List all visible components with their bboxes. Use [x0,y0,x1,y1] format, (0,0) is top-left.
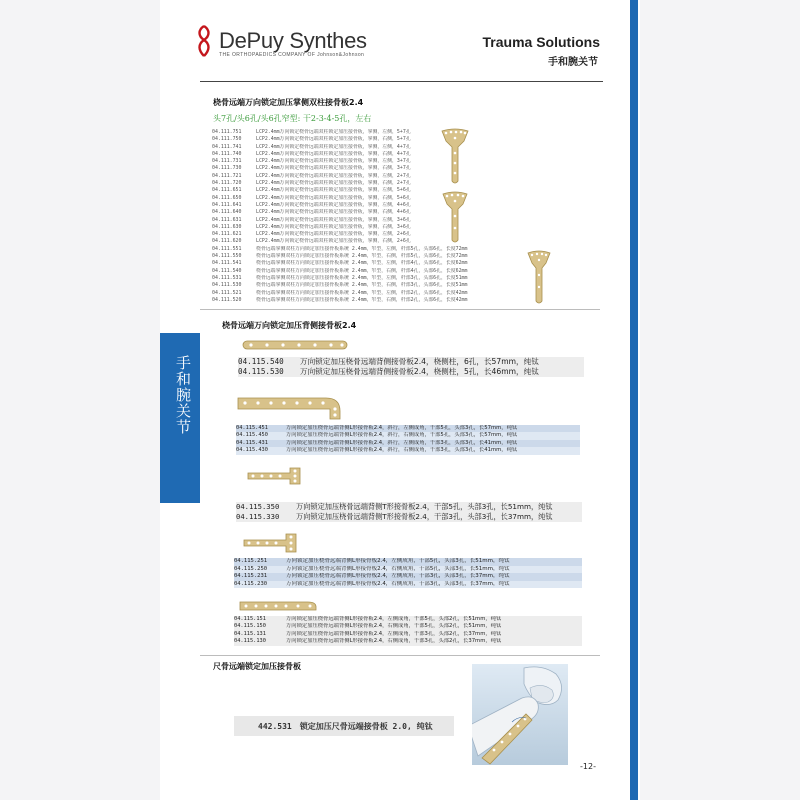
item-code: 04.115.530 [238,367,284,376]
item-code: 04.111.740 [212,150,242,157]
item-code: 04.111.651 [212,187,242,194]
section3-code: 442.531 [258,721,292,731]
item-code: 04.115.450 [236,432,268,439]
table-row [212,253,532,260]
section1-title: 桡骨远端万向锁定加压掌侧双柱接骨板2.4 [213,98,364,107]
item-code: 04.111.621 [212,231,242,238]
table-row [234,638,582,645]
plate-image-4 [242,338,348,352]
table-row [236,447,580,454]
item-description: 万向锁定加压桡骨远端背侧L形接骨板2.4，右侧成角，干部3孔，头部3孔，长37mm，纯钛 [286,580,510,587]
table-row [212,158,532,165]
item-code: 04.115.231 [234,573,268,580]
item-description: 桡骨远端掌侧双柱万向锁定加压接骨板系统 2.4mm，窄型，左侧，杆部2孔，头部6孔，长度42mm [256,289,468,296]
item-description: 万向锁定加压桡骨远端背侧L形接骨板2.4，左侧成角，干部5孔，头部2孔，长51mm，纯钛 [286,616,502,622]
section3-product-row [234,716,454,736]
item-code: 04.115.451 [236,425,268,431]
table-row [212,209,532,216]
logo-subline: THE ORTHOPAEDICS COMPANY OF Johnson&Johnson [219,52,365,58]
item-description: LCP2.4mm万向锁定桡骨远端双柱锁定加压接骨板，掌侧，左侧，5+6孔 [256,187,411,194]
plate-image-6 [246,466,302,486]
item-code: 04.115.431 [236,439,268,446]
item-code: 04.111.520 [212,296,242,303]
item-description: 万向锁定加压桡骨远端背侧L形接骨板2.4，斜行，右侧成角，干部5孔，头部3孔，长57mm，纯钛 [286,432,518,439]
item-description: 万向锁定加压桡骨远端背侧L形接骨板2.4，左侧成角，干部3孔，头部3孔，长37mm，纯钛 [286,573,510,580]
table-row [212,151,532,158]
table-row [212,129,532,136]
header-divider [200,81,603,82]
item-code: 04.111.541 [212,260,242,267]
item-code: 04.111.730 [212,165,242,172]
section-divider [200,655,600,656]
table-row [234,631,582,638]
item-code: 04.111.531 [212,274,242,281]
table-row [212,275,532,282]
table-row [236,440,580,447]
item-code: 04.111.521 [212,289,242,296]
item-code: 04.115.350 [236,502,280,511]
item-description: LCP2.4mm万向锁定桡骨远端双柱锁定加压接骨板，掌侧，左侧，5+7孔 [256,129,411,135]
table-row [212,136,532,143]
plate-image-1 [440,127,470,185]
item-code: 04.111.751 [212,129,242,135]
plate-image-8 [238,598,318,612]
table-row [234,616,582,623]
table-row [212,144,532,151]
logo-text: DePuy Synthes [219,28,367,53]
item-description: 万向锁定加压桡骨远端背侧L形接骨板2.4，左侧成角，干部5孔，头部3孔，长51mm，纯钛 [286,558,510,564]
item-description: LCP2.4mm万向锁定桡骨远端双柱锁定加压接骨板，掌侧，左侧，4+6孔 [256,201,411,208]
right-margin [640,0,800,800]
item-code: 04.111.530 [212,282,242,289]
item-code: 04.111.721 [212,172,242,179]
item-description: LCP2.4mm万向锁定桡骨远端双柱锁定加压接骨板，掌侧，右侧，2+6孔 [256,238,411,245]
item-description: LCP2.4mm万向锁定桡骨远端双柱锁定加压接骨板，掌侧，左侧，2+7孔 [256,172,411,179]
item-code: 04.111.720 [212,180,242,187]
table-row [212,217,532,224]
item-code: 04.115.151 [234,616,266,622]
section3-desc: 锁定加压尺骨远端接骨板 2.0, 纯钛 [299,721,433,731]
item-description: 万向锁定加压桡骨远端背侧接骨板2.4，桡侧柱，5孔，长46mm，纯钛 [300,367,539,376]
item-description: 万向锁定加压桡骨远端背侧L形接骨板2.4，斜行，右侧成角，干部3孔，头部3孔，长41mm，纯钛 [286,447,518,454]
item-description: 桡骨远端掌侧双柱万向锁定加压接骨板系统 2.4mm，窄型，右侧，杆部4孔，头部6孔，长度62mm [256,267,468,274]
item-code: 04.111.641 [212,201,242,208]
item-description: LCP2.4mm万向锁定桡骨远端双柱锁定加压接骨板，掌侧，左侧，3+7孔 [256,158,411,165]
item-description: 万向锁定加压桡骨远端背侧L形接骨板2.4，右侧成角，干部5孔，头部2孔，长51mm，纯钛 [286,623,502,630]
table-row [212,282,532,289]
item-description: 桡骨远端掌侧双柱万向锁定加压接骨板系统 2.4mm，窄型，左侧，杆部5孔，头部6孔，长度72mm [256,245,468,252]
table-row [238,357,584,367]
item-description: 万向锁定加压桡骨远端背侧T形接骨板2.4，干部5孔，头部3孔，长51mm，纯钛 [296,502,553,511]
item-description: 万向锁定加压桡骨远端背侧L形接骨板2.4，左侧成角，干部3孔，头部2孔，长37mm，纯钛 [286,630,502,637]
item-code: 04.115.330 [236,512,280,521]
section2-group-b-table [236,425,580,455]
item-description: 万向锁定加压桡骨远端背侧L形接骨板2.4，斜行，左侧成角，干部5孔，头部3孔，长57mm，纯钛 [286,425,518,431]
table-row [238,367,584,377]
table-row [212,224,532,231]
side-tab-label: 手和腕关节 [174,355,192,435]
item-description: 万向锁定加压桡骨远端背侧L形接骨板2.4，斜行，左侧成角，干部3孔，头部3孔，长41mm，纯钛 [286,439,518,446]
section-divider [200,309,600,310]
item-code: 04.111.731 [212,158,242,165]
item-code: 04.111.540 [212,267,242,274]
section2-group-a-table [238,357,584,377]
item-description: LCP2.4mm万向锁定桡骨远端双柱锁定加压接骨板，掌侧，右侧，2+7孔 [256,180,411,187]
table-row [212,180,532,187]
table-row [234,623,582,630]
table-row [236,432,580,439]
table-row [212,195,532,202]
item-description: LCP2.4mm万向锁定桡骨远端双柱锁定加压接骨板，掌侧，左侧，2+6孔 [256,231,411,238]
section1-table [212,129,532,304]
item-code: 04.111.630 [212,223,242,230]
plate-image-3 [526,249,552,305]
item-description: 万向锁定加压桡骨远端背侧L形接骨板2.4，右侧成角，干部5孔，头部3孔，长51mm，纯钛 [286,565,510,572]
item-code: 04.115.540 [238,357,284,366]
item-code: 04.115.251 [234,558,268,564]
item-description: 万向锁定加压桡骨远端背侧T形接骨板2.4，干部3孔，头部3孔，长37mm，纯钛 [296,512,553,521]
table-row [234,573,582,581]
item-code: 04.115.150 [234,623,266,630]
table-row [212,260,532,267]
page-subtitle: 手和腕关节 [548,57,598,68]
table-row [212,187,532,194]
table-row [212,297,532,304]
item-code: 04.115.230 [234,580,268,587]
table-row [212,246,532,253]
section2-group-d-table [234,558,582,588]
table-row [212,202,532,209]
plate-image-7 [242,532,298,554]
left-margin [0,0,160,800]
item-description: 万向锁定加压桡骨远端背侧L形接骨板2.4，右侧成角，干部3孔，头部2孔，长37mm，纯钛 [286,638,502,645]
section3-title: 尺骨远端锁定加压接骨板 [213,662,301,671]
item-description: 万向锁定加压桡骨远端背侧接骨板2.4，桡侧柱，6孔，长57mm，纯钛 [300,357,539,366]
item-description: 桡骨远端掌侧双柱万向锁定加压接骨板系统 2.4mm，窄型，右侧，杆部5孔，头部6孔，长度72mm [256,253,468,260]
item-code: 04.115.430 [236,447,268,454]
item-code: 04.111.640 [212,209,242,216]
table-row [236,425,580,432]
item-code: 04.111.750 [212,136,242,143]
item-description: LCP2.4mm万向锁定桡骨远端双柱锁定加压接骨板，掌侧，右侧，3+6孔 [256,223,411,230]
item-code: 04.111.631 [212,216,242,223]
item-code: 04.111.741 [212,143,242,150]
plate-image-5 [236,393,344,421]
item-description: LCP2.4mm万向锁定桡骨远端双柱锁定加压接骨板，掌侧，右侧，3+7孔 [256,165,411,172]
table-row [234,566,582,574]
item-description: LCP2.4mm万向锁定桡骨远端双柱锁定加压接骨板，掌侧，右侧，5+7孔 [256,136,411,143]
table-row [236,502,582,512]
item-code: 04.111.650 [212,194,242,201]
table-row [212,238,532,245]
wrist-bone-illustration [472,664,568,765]
item-code: 04.111.620 [212,238,242,245]
item-description: LCP2.4mm万向锁定桡骨远端双柱锁定加压接骨板，掌侧，右侧，4+7孔 [256,150,411,157]
item-code: 04.115.130 [234,638,266,645]
item-description: 桡骨远端掌侧双柱万向锁定加压接骨板系统 2.4mm，窄型，左侧，杆部3孔，头部6孔，长度51mm [256,274,468,281]
item-code: 04.115.250 [234,565,268,572]
right-blue-strip [630,0,638,800]
table-row [236,512,582,522]
section1-subtitle: 头7孔/头6孔/头6孔窄型: 干2-3-4-5孔，左右 [213,114,372,123]
logo-mark-icon [195,24,213,58]
section2-group-c-table [236,502,582,522]
table-row [212,231,532,238]
table-row [212,173,532,180]
table-row [212,290,532,297]
section2-title: 桡骨远端万向锁定加压背侧接骨板2.4 [222,321,357,330]
page-number: -12- [580,762,596,771]
item-description: LCP2.4mm万向锁定桡骨远端双柱锁定加压接骨板，掌侧，右侧，5+6孔 [256,194,411,201]
plate-image-2 [440,190,470,244]
item-description: LCP2.4mm万向锁定桡骨远端双柱锁定加压接骨板，掌侧，左侧，3+6孔 [256,216,411,223]
table-row [212,165,532,172]
item-code: 04.115.131 [234,630,266,637]
item-description: LCP2.4mm万向锁定桡骨远端双柱锁定加压接骨板，掌侧，左侧，4+7孔 [256,143,411,150]
table-row [212,268,532,275]
page-title: Trauma Solutions [482,34,600,50]
item-code: 04.111.550 [212,253,242,260]
item-code: 04.111.551 [212,245,242,252]
item-description: 桡骨远端掌侧双柱万向锁定加压接骨板系统 2.4mm，窄型，左侧，杆部4孔，头部6孔，长度62mm [256,260,468,267]
item-description: 桡骨远端掌侧双柱万向锁定加压接骨板系统 2.4mm，窄型，右侧，杆部2孔，头部6孔，长度42mm [256,296,468,303]
item-description: 桡骨远端掌侧双柱万向锁定加压接骨板系统 2.4mm，窄型，右侧，杆部3孔，头部6孔，长度51mm [256,282,468,289]
table-row [234,558,582,566]
table-row [234,581,582,589]
section2-group-e-table [234,616,582,646]
item-description: LCP2.4mm万向锁定桡骨远端双柱锁定加压接骨板，掌侧，右侧，4+6孔 [256,209,411,216]
